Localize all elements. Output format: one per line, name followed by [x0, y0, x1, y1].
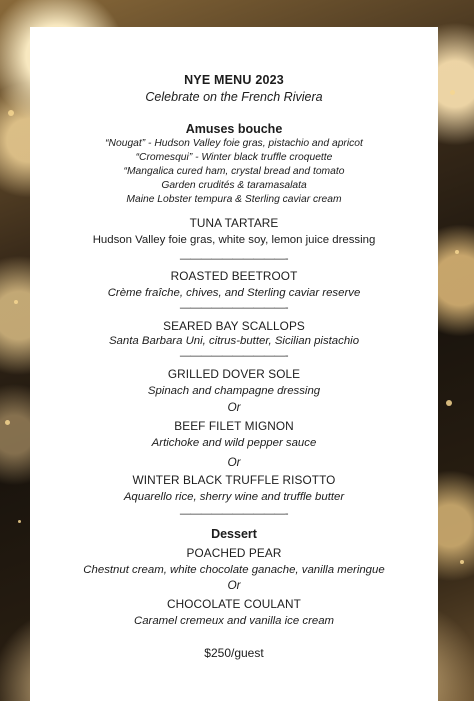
amuse-item: “Cromesqui” - Winter black truffle croquette	[135, 152, 333, 163]
amuses-list	[30, 137, 438, 207]
divider: ——————————-	[179, 508, 289, 520]
or-separator: Or	[227, 400, 241, 414]
dish-name-pear: POACHED PEAR	[186, 546, 282, 560]
dessert-heading: Dessert	[211, 527, 257, 541]
sparkle	[455, 250, 459, 254]
sparkle	[460, 560, 464, 564]
dish-desc-risotto: Aquarello rice, sherry wine and truffle butter	[123, 491, 345, 503]
menu-card	[30, 27, 438, 701]
dish-name-scallops: SEARED BAY SCALLOPS	[163, 319, 305, 333]
dish-desc-tuna: Hudson Valley foie gras, white soy, lemon juice dressing	[92, 234, 376, 246]
amuse-item: Garden crudités & taramasalata	[161, 180, 307, 191]
dish-name-filet: BEEF FILET MIGNON	[174, 419, 294, 433]
dish-name-coulant: CHOCOLATE COULANT	[167, 597, 301, 611]
or-separator: Or	[227, 455, 241, 469]
divider: ——————————-	[179, 253, 289, 265]
amuse-item: “Nougat” - Hudson Valley foie gras, pistachio and apricot	[105, 138, 363, 149]
sparkle	[14, 300, 18, 304]
sparkle	[8, 110, 14, 116]
divider: ——————————-	[179, 350, 289, 362]
price: $250/guest	[204, 646, 264, 660]
sparkle	[450, 90, 455, 95]
menu-title: NYE MENU 2023	[184, 73, 284, 87]
dish-name-sole: GRILLED DOVER SOLE	[167, 367, 301, 381]
dish-desc-coulant: Caramel cremeux and vanilla ice cream	[133, 615, 335, 627]
dish-desc-sole: Spinach and champagne dressing	[147, 385, 321, 397]
amuse-item: Maine Lobster tempura & Sterling caviar cream	[126, 194, 342, 205]
dish-desc-beetroot: Crème fraîche, chives, and Sterling caviar reserve	[107, 287, 361, 299]
dish-desc-scallops: Santa Barbara Uni, citrus-butter, Sicilian pistachio	[108, 335, 360, 347]
divider: ——————————-	[179, 302, 289, 314]
sparkle	[18, 520, 21, 523]
menu-subtitle: Celebrate on the French Riviera	[145, 90, 323, 104]
amuses-heading: Amuses bouche	[185, 122, 283, 136]
dish-desc-filet: Artichoke and wild pepper sauce	[151, 437, 317, 449]
dish-name-beetroot: ROASTED BEETROOT	[170, 269, 298, 283]
dish-name-tuna: TUNA TARTARE	[189, 216, 279, 230]
sparkle	[446, 400, 452, 406]
dish-desc-pear: Chestnut cream, white chocolate ganache, vanilla meringue	[83, 564, 385, 576]
sparkle	[5, 420, 10, 425]
amuse-item: “Mangalica cured ham, crystal bread and tomato	[123, 166, 345, 177]
dish-name-risotto: WINTER BLACK TRUFFLE RISOTTO	[132, 473, 336, 487]
or-separator: Or	[227, 578, 241, 592]
